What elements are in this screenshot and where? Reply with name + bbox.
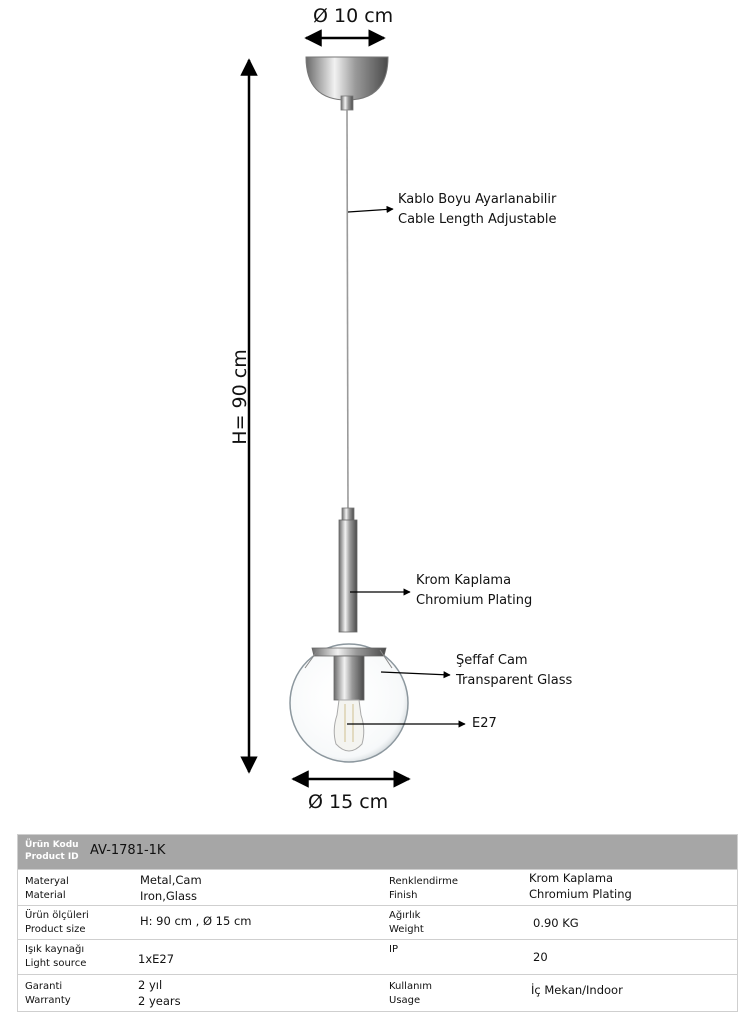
spec-row-warranty: Garanti Warranty 2 yıl 2 years Kullanım Usage İç Mekan/Indoor — [18, 974, 737, 1012]
spec-table — [17, 834, 738, 1012]
callout-cable-tr: Kablo Boyu Ayarlanabilir — [398, 192, 557, 207]
callout-glass — [456, 651, 572, 691]
spec-row-size: Ürün ölçüleri Product size H: 90 cm , Ø 15 cm Ağırlık Weight 0.90 KG — [18, 905, 737, 939]
product-id-value: AV-1781-1K — [90, 843, 166, 858]
callout-chrome-tr: Krom Kaplama — [416, 573, 512, 588]
callout-chrome-en: Chromium Plating — [416, 593, 533, 608]
callout-cable — [398, 190, 556, 230]
e27-bulb — [334, 700, 364, 751]
callout-glass-tr: Şeffaf Cam — [456, 653, 528, 668]
top-diameter-label: Ø 10 cm — [313, 5, 394, 27]
spec-row-material: Materyal Material Metal,Cam Iron,Glass Renklendirme Finish Krom Kaplama Chromium Plating — [18, 869, 737, 905]
callout-e27: E27 — [472, 716, 497, 731]
cable — [347, 110, 348, 510]
callout-chrome — [416, 571, 532, 611]
ceiling-canopy — [306, 57, 388, 100]
callout-cable-en: Cable Length Adjustable — [398, 212, 557, 227]
callout-glass-en: Transparent Glass — [456, 673, 573, 688]
spec-header — [18, 835, 737, 869]
height-label: H= 90 cm — [229, 349, 251, 445]
chrome-stem — [339, 520, 357, 632]
product-id-key: Ürün Kodu Product ID — [25, 840, 79, 862]
spec-row-light-source: Işık kaynağı Light source 1xE27 IP 20 — [18, 939, 737, 974]
lamp-holder — [334, 656, 364, 700]
bottom-diameter-label: Ø 15 cm — [308, 791, 389, 813]
